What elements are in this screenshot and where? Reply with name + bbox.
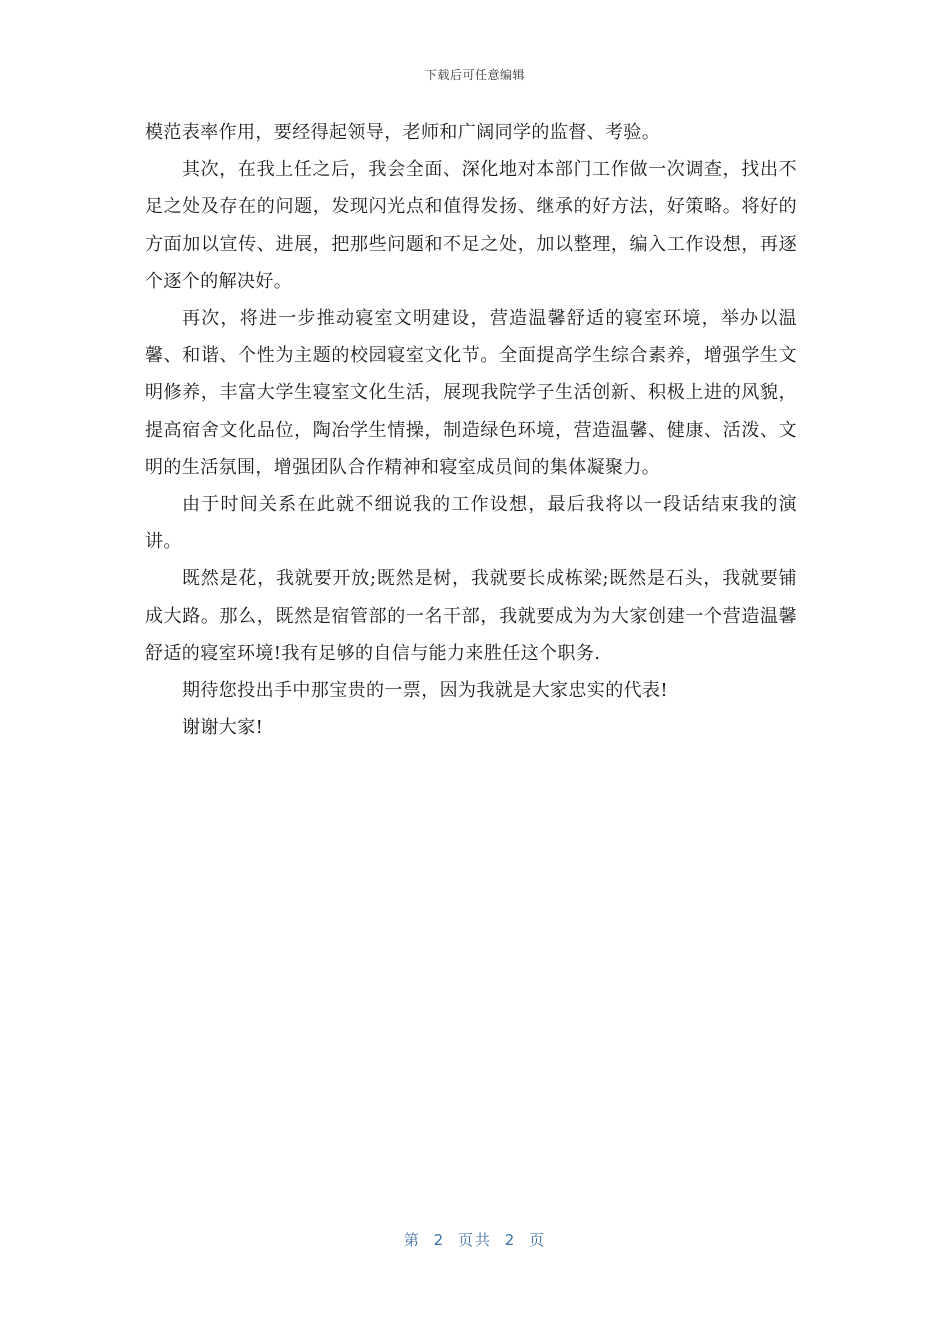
paragraph-6: 期待您投出手中那宝贵的一票，因为我就是大家忠实的代表! [182,680,669,702]
page-number-footer: 第 2 页共 2 页 [403,1231,547,1249]
page-header: 下载后可任意编辑 [424,68,525,82]
paragraph-2: 其次，在我上任之后，我会全面、深化地对本部门工作做一次调查，找出不足之处及存在的问题，发现闪光点和值得发扬、继承的好方法，好策略。将好的方面加以宣传、进展，把那些问题和不足之处，加以整理，编入工作设想，再逐个逐个的解决好。 [145,159,797,292]
paragraph-5: 既然是花，我就要开放;既然是树，我就要长成栋梁;既然是石头，我就要铺成大路。那么，既然是宿管部的一名干部，我就要成为为大家创建一个营造温馨舒适的寝室环境!我有足够的自信与能力来胜任这个职务. [145,568,797,664]
paragraph-1: 模范表率作用，要经得起领导，老师和广阔同学的监督、考验。 [145,122,661,143]
paragraph-3: 再次，将进一步推动寝室文明建设，营造温馨舒适的寝室环境，举办以温馨、和谐、个性为主题的校园寝室文化节。全面提高学生综合素养，增强学生文明修养，丰富大学生寝室文化生活，展现我院学子生活创新、积极上进的风貌，提高宿舍文化品位，陶冶学生情操，制造绿色环境，营造温馨、健康、活泼、文明的生活氛围，增强团队合作精神和寝室成员间的集体凝聚力。 [145,308,797,478]
paragraph-4: 由于时间关系在此就不细说我的工作设想，最后我将以一段话结束我的演讲。 [145,494,797,553]
paragraph-7: 谢谢大家! [182,717,264,739]
document-body [145,114,797,746]
